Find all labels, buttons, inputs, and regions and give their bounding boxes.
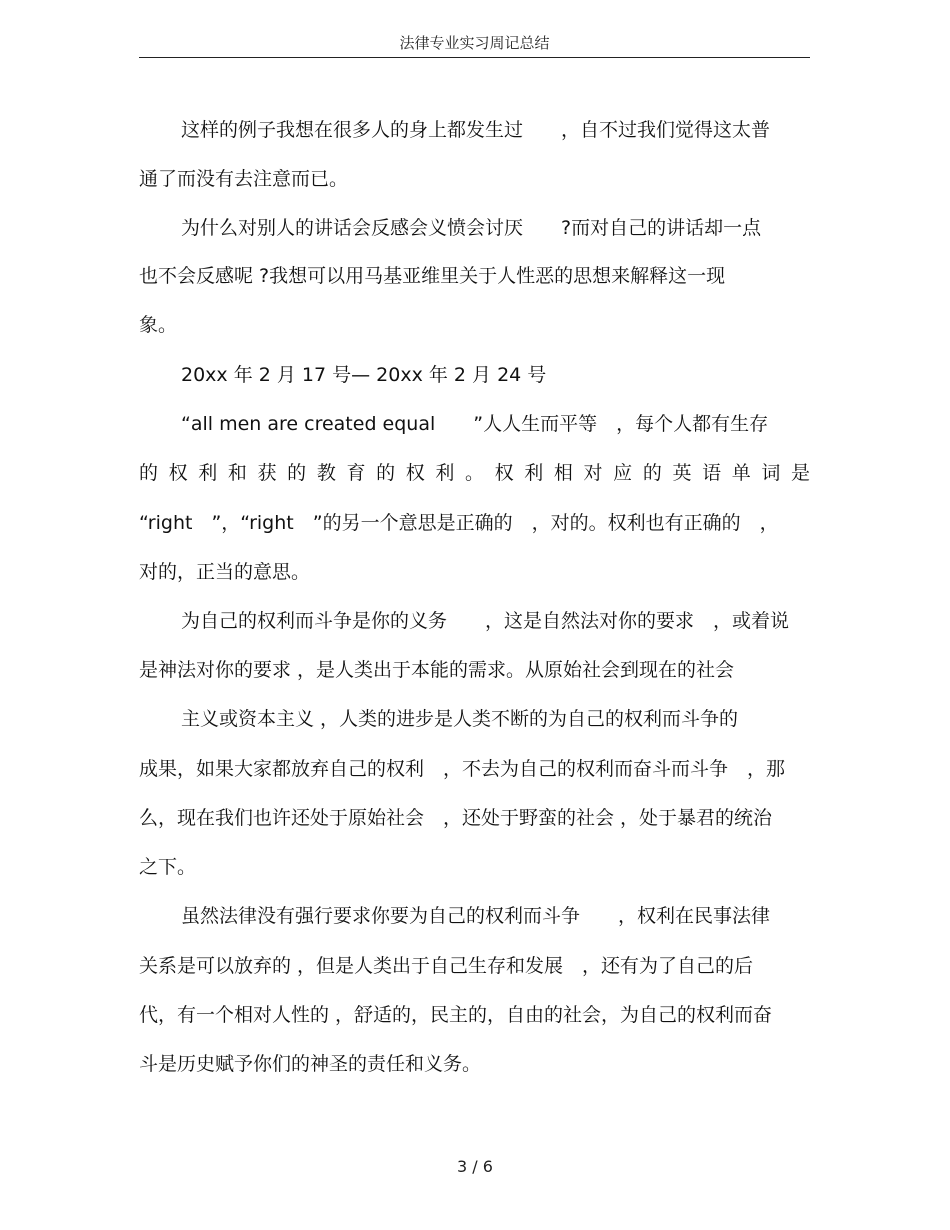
text-line-18: 关系是可以放弃的 ，但是人类出于自己生存和发展 ，还有为了自己的后 [139,955,754,977]
text-line-19: 代，有一个相对人性的 ，舒适的，民主的，自由的社会，为自己的权利而奋 [139,1004,773,1026]
text-line-15: 么，现在我们也许还处于原始社会 ，还处于野蛮的社会 ，处于暴君的统治 [139,807,773,829]
text-line-11: 为自己的权利而斗争是你的义务 ，这是自然法对你的要求 ，或着说 [181,610,790,632]
text-line-12: 是神法对你的要求 ，是人类出于本能的需求。从原始社会到现在的社会 [139,659,735,681]
text-line-1: 这样的例子我想在很多人的身上都发生过 ，自不过我们觉得这太普 [181,119,771,141]
text-line-8: 的 权 利 和 获 的 教 育 的 权 利 。 权 利 相 对 应 的 英 语 单 词 是 [139,462,810,484]
text-line-13: 主义或资本主义 ，人类的进步是人类不断的为自己的权利而斗争的 [181,708,739,730]
text-line-14: 成果，如果大家都放弃自己的权利 ，不去为自己的权利而奋斗而斗争 ，那 [139,758,786,780]
text-line-4: 也不会反感呢 ?我想可以用马基亚维里关于人性恶的思想来解释这一现 [139,265,726,287]
text-line-7: “all men are created equal ”人人生而平等 ，每个人都有生存 [181,413,769,435]
text-line-17: 虽然法律没有强行要求你要为自己的权利而斗争 ，权利在民事法律 [181,905,771,927]
page-number: 3 / 6 [457,1157,493,1176]
text-line-3: 为什么对别人的讲话会反感会义愤会讨厌 ?而对自己的讲话却一点 [181,217,762,239]
text-line-9: “right ”，“right ”的另一个意思是正确的 ，对的。权利也有正确的 ， [139,512,779,534]
text-line-10: 对的，正当的意思。 [139,561,311,583]
text-line-5: 象。 [139,314,178,336]
text-line-2: 通了而没有去注意而已。 [139,168,349,190]
date-range-line: 20xx 年 2 月 17 号— 20xx 年 2 月 24 号 [181,364,547,386]
text-line-20: 斗是历史赋予你们的神圣的责任和义务。 [139,1053,482,1075]
text-line-16: 之下。 [139,856,197,878]
page-header-title: 法律专业实习周记总结 [139,30,810,58]
